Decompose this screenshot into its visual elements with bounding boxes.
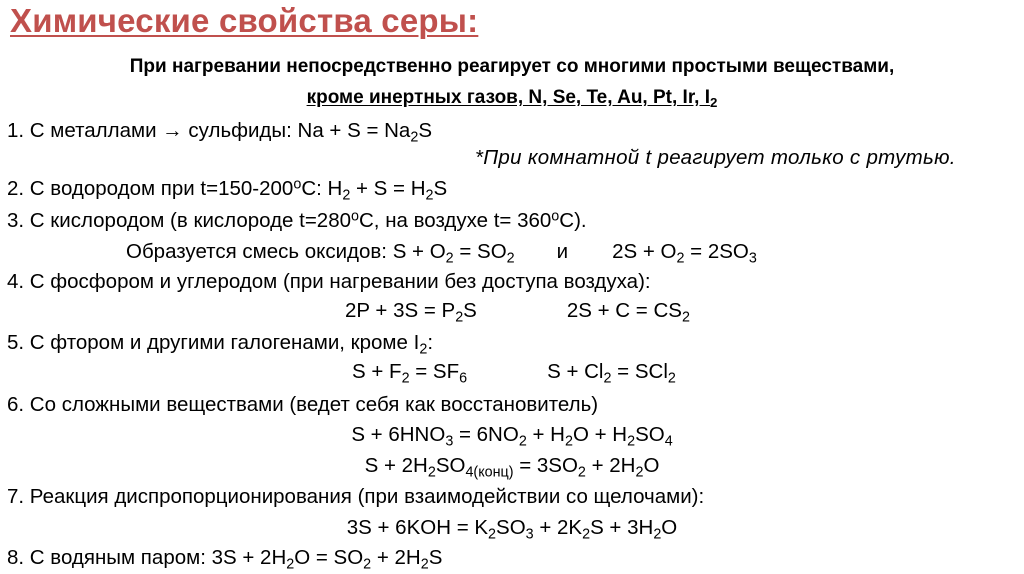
text-segment: = SF — [409, 360, 460, 383]
text-segment: SO — [496, 516, 526, 539]
subscript: 2 — [427, 464, 436, 481]
subscript: 2 — [577, 464, 586, 481]
subscript: 3 — [445, 433, 454, 450]
text-segment: 2S + O — [612, 240, 677, 263]
text-segment: + H — [526, 423, 565, 446]
item-5 — [7, 331, 433, 356]
text-segment: S — [433, 177, 448, 200]
subscript: 2 — [425, 187, 434, 204]
text-segment: + 2H — [585, 454, 636, 477]
text-segment: C). — [559, 209, 587, 232]
text-segment: SO — [635, 423, 665, 446]
subscript: 3 — [748, 250, 757, 267]
text-segment: S + 2H — [364, 454, 428, 477]
text-segment: 5. С фтором и другими галогенами, кроме I — [7, 331, 420, 354]
page-title: Химические свойства серы: — [10, 2, 479, 39]
superscript: о — [351, 208, 359, 225]
subscript: 2 — [653, 526, 662, 543]
text-segment: S + Cl — [547, 360, 604, 383]
subtitle-line-2 — [0, 87, 1024, 109]
subscript: 2 — [627, 433, 636, 450]
superscript: о — [551, 208, 560, 225]
text-segment: = 3SO — [513, 454, 578, 477]
subscript: 2 — [342, 187, 351, 204]
subtitle-line-2-text: кроме инертных газов, N, Se, Te, Au, Pt, Ir, I — [306, 87, 711, 108]
subtitle-line-1: При нагревании непосредственно реагирует со многими простыми веществами, — [129, 56, 895, 77]
subscript: 2 — [286, 556, 295, 573]
item-7: 7. Реакция диспропорционирования (при взаимодействии со щелочами): — [7, 485, 705, 508]
text-segment: = 2SO — [684, 240, 749, 263]
item-3-equation — [126, 240, 757, 265]
text-segment: O + H — [572, 423, 628, 446]
text-segment: 1. С металлами → сульфиды: Na + S = Na — [7, 119, 411, 142]
subscript: 2 — [710, 94, 718, 110]
subscript: 2 — [676, 250, 685, 267]
text-segment: SO — [435, 454, 466, 477]
text-segment: O — [643, 454, 660, 477]
text-segment: 3S + 6KOH = K — [346, 516, 489, 539]
subscript: 2 — [410, 129, 419, 146]
subscript: 2 — [518, 433, 527, 450]
subscript: 2 — [564, 433, 573, 450]
text-segment: 2P + 3S = P — [345, 299, 456, 322]
text-segment: S + F — [352, 360, 402, 383]
text-segment: O — [661, 516, 678, 539]
text-segment: S + 3H — [590, 516, 654, 539]
subscript: 4 — [664, 433, 673, 450]
text-segment: = SCl — [611, 360, 668, 383]
text-segment: 8. С водяным паром: 3S + 2H — [7, 546, 287, 569]
text-segment: = 6NO — [453, 423, 519, 446]
item-5-equation — [352, 360, 676, 385]
item-8 — [7, 546, 442, 571]
item-6: 6. Со сложными веществами (ведет себя как восстановитель) — [7, 393, 599, 416]
text-segment: C, на воздухе t= 360 — [359, 209, 552, 232]
text-segment: 3. С кислородом (в кислороде t=280 — [7, 209, 352, 232]
subscript: 2 — [445, 250, 454, 267]
subscript: 3 — [525, 526, 534, 543]
text-segment: O = SO — [294, 546, 364, 569]
text-segment: : — [427, 331, 434, 354]
subscript: 2 — [419, 341, 428, 358]
subscript: 2 — [401, 370, 410, 387]
subscript: 4(конц) — [465, 464, 514, 481]
subscript: 2 — [582, 526, 591, 543]
item-4: 4. С фосфором и углеродом (при нагревании без доступа воздуха): — [7, 270, 651, 293]
subscript: 2 — [488, 526, 497, 543]
subscript: 2 — [363, 556, 372, 573]
conjunction: и — [556, 240, 569, 263]
subscript: 2 — [667, 370, 676, 387]
text-segment: + S = H — [350, 177, 426, 200]
item-7-equation — [0, 516, 1024, 541]
subscript: 2 — [635, 464, 644, 481]
text-segment: S — [418, 119, 433, 142]
item-6-equation-2 — [0, 454, 1024, 479]
subscript: 2 — [455, 309, 464, 326]
subscript: 2 — [603, 370, 612, 387]
subscript: 2 — [506, 250, 515, 267]
subscript: 6 — [459, 370, 468, 387]
item-3 — [7, 209, 587, 234]
subscript: 2 — [681, 309, 690, 326]
text-segment: Образуется смесь оксидов: S + O — [126, 240, 446, 263]
text-segment: = SO — [453, 240, 507, 263]
text-segment: + 2K — [533, 516, 583, 539]
text-segment: S + 6HNO — [351, 423, 446, 446]
text-segment: 2S + C = CS — [566, 299, 682, 322]
text-segment: 2. С водородом при t=150-200 — [7, 177, 294, 200]
text-segment: + 2H — [371, 546, 421, 569]
superscript: о — [293, 176, 302, 193]
item-4-equation — [345, 299, 690, 324]
text-segment: S — [463, 299, 477, 322]
text-segment: C: H — [301, 177, 343, 200]
item-1 — [7, 119, 432, 144]
item-1-note: *При комнатной t реагирует только с ртутью. — [475, 146, 956, 169]
text-segment: S — [428, 546, 443, 569]
item-2 — [7, 177, 447, 202]
subscript: 2 — [420, 556, 429, 573]
item-6-equation-1 — [0, 423, 1024, 448]
